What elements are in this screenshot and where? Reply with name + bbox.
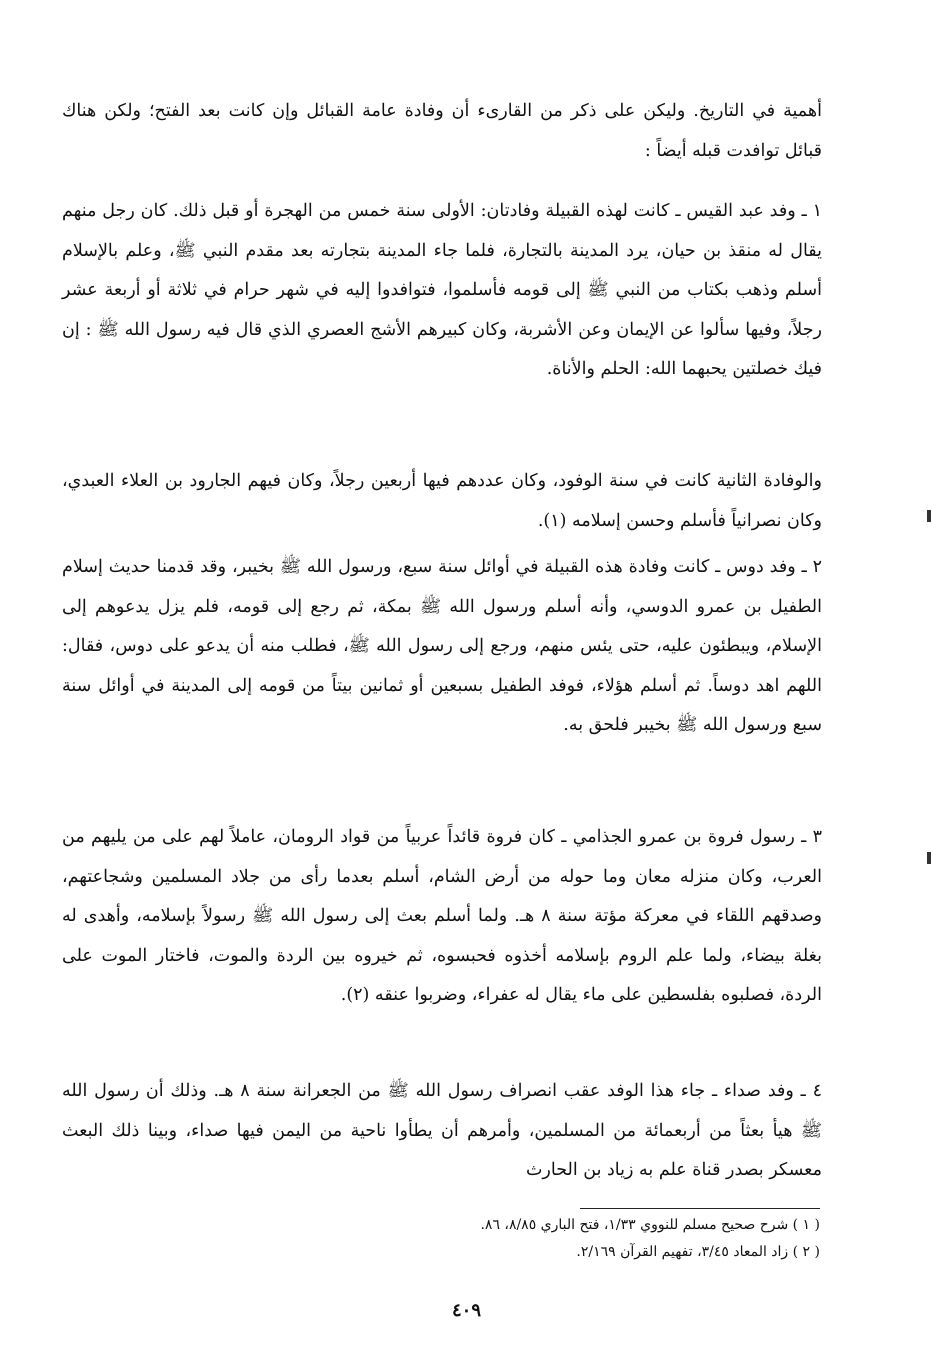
paragraph-daws [62,548,822,746]
paragraph-suda [62,1072,822,1191]
paragraph-daws-text: ٢ ـ وفد دوس ـ كانت وفادة هذه القبيلة في أوائل سنة سبع، ورسول الله ﷺ بخيبر، وقد قدمنا حديث إسلام الطفيل بن عمرو الدوسي، وأنه أسلم ورسول الله ﷺ بمكة، ثم رجع إلى قومه، فلم يزل يدعوهم إلى الإسلام، ويبطئون عليه، حتى يئس منهم، ورجع إلى رسول الله ﷺ، فطلب منه أن يدعو على دوس، فقال: اللهم اهد دوساً. ثم أسلم هؤلاء، فوفد الطفيل بسبعين أو ثمانين بيتاً من قومه إلى المدينة في أوائل سنة سبع ورسول الله ﷺ بخيبر فلحق به. [62,557,822,735]
paragraph-intro [62,92,822,171]
paragraph-intro-text: أهمية في التاريخ. وليكن على ذكر من القارىء أن وفادة عامة القبائل وإن كانت بعد الفتح؛ ولكن هناك قبائل توافدت قبله أيضاً : [62,101,822,161]
paragraph-suda-text: ٤ ـ وفد صداء ـ جاء هذا الوفد عقب انصراف رسول الله ﷺ من الجعرانة سنة ٨ هـ. وذلك أن رسول الله ﷺ هيأ بعثاً من أربعمائة من المسلمين، وأمرهم أن يطأوا ناحية من اليمن فيها صداء، وبينا ذلك البعث معسكر بصدر قناة علم به زياد بن الحارث [62,1081,822,1180]
paragraph-farwa [62,818,822,1016]
scan-edge-mark [927,510,931,522]
paragraph-abd-al-qays [62,192,822,390]
paragraph-second-delegation [62,462,822,541]
page-number: ٤٠٩ [451,1300,481,1321]
footnote-2: ( ٢ ) زاد المعاد ٣/٤٥، تفهيم القرآن ٢/١٦٩. [576,1244,820,1260]
scan-edge-mark [927,852,931,864]
footnotes [300,1212,820,1266]
footnote-1: ( ١ ) شرح صحيح مسلم للنووي ١/٣٣، فتح الباري ٨/٨٥، ٨٦. [480,1217,820,1233]
paragraph-second-delegation-text: والوفادة الثانية كانت في سنة الوفود، وكان عددهم فيها أربعين رجلاً، وكان فيهم الجارود بن العلاء العبدي، وكان نصرانياً فأسلم وحسن إسلامه (١). [62,471,822,531]
footnote-divider [580,1208,820,1209]
paragraph-farwa-text: ٣ ـ رسول فروة بن عمرو الجذامي ـ كان فروة قائداً عربياً من قواد الرومان، عاملاً لهم على من يليهم من العرب، وكان منزله معان وما حوله من أرض الشام، أسلم بعدما رأى من جلاد المسلمين وشجاعتهم، وصدقهم اللقاء في معركة مؤتة سنة ٨ هـ. ولما أسلم بعث إلى رسول الله ﷺ رسولاً بإسلامه، وأهدى له بغلة بيضاء، ولما علم الروم بإسلامه أخذوه فحبسوه، ثم خيروه بين الردة والموت، فاختار الموت على الردة، فصلبوه بفلسطين على ماء يقال له عفراء، وضربوا عنقه (٢). [62,827,823,1005]
paragraph-abd-al-qays-text: ١ ـ وفد عبد القيس ـ كانت لهذه القبيلة وفادتان: الأولى سنة خمس من الهجرة أو قبل ذلك. كان رجل منهم يقال له منقذ بن حيان، يرد المدينة بالتجارة، فلما جاء المدينة بتجارته بعد مقدم النبي ﷺ، وعلم بالإسلام أسلم وذهب بكتاب من النبي ﷺ إلى قومه فأسلموا، فتوافدوا إليه في شهر حرام في ثلاثة أو أربعة عشر رجلاً، وفيها سألوا عن الإيمان وعن الأشربة، وكان كبيرهم الأشج العصري الذي قال فيه رسول الله ﷺ : إن فيك خصلتين يحبهما الله: الحلم والأناة. [62,201,822,379]
